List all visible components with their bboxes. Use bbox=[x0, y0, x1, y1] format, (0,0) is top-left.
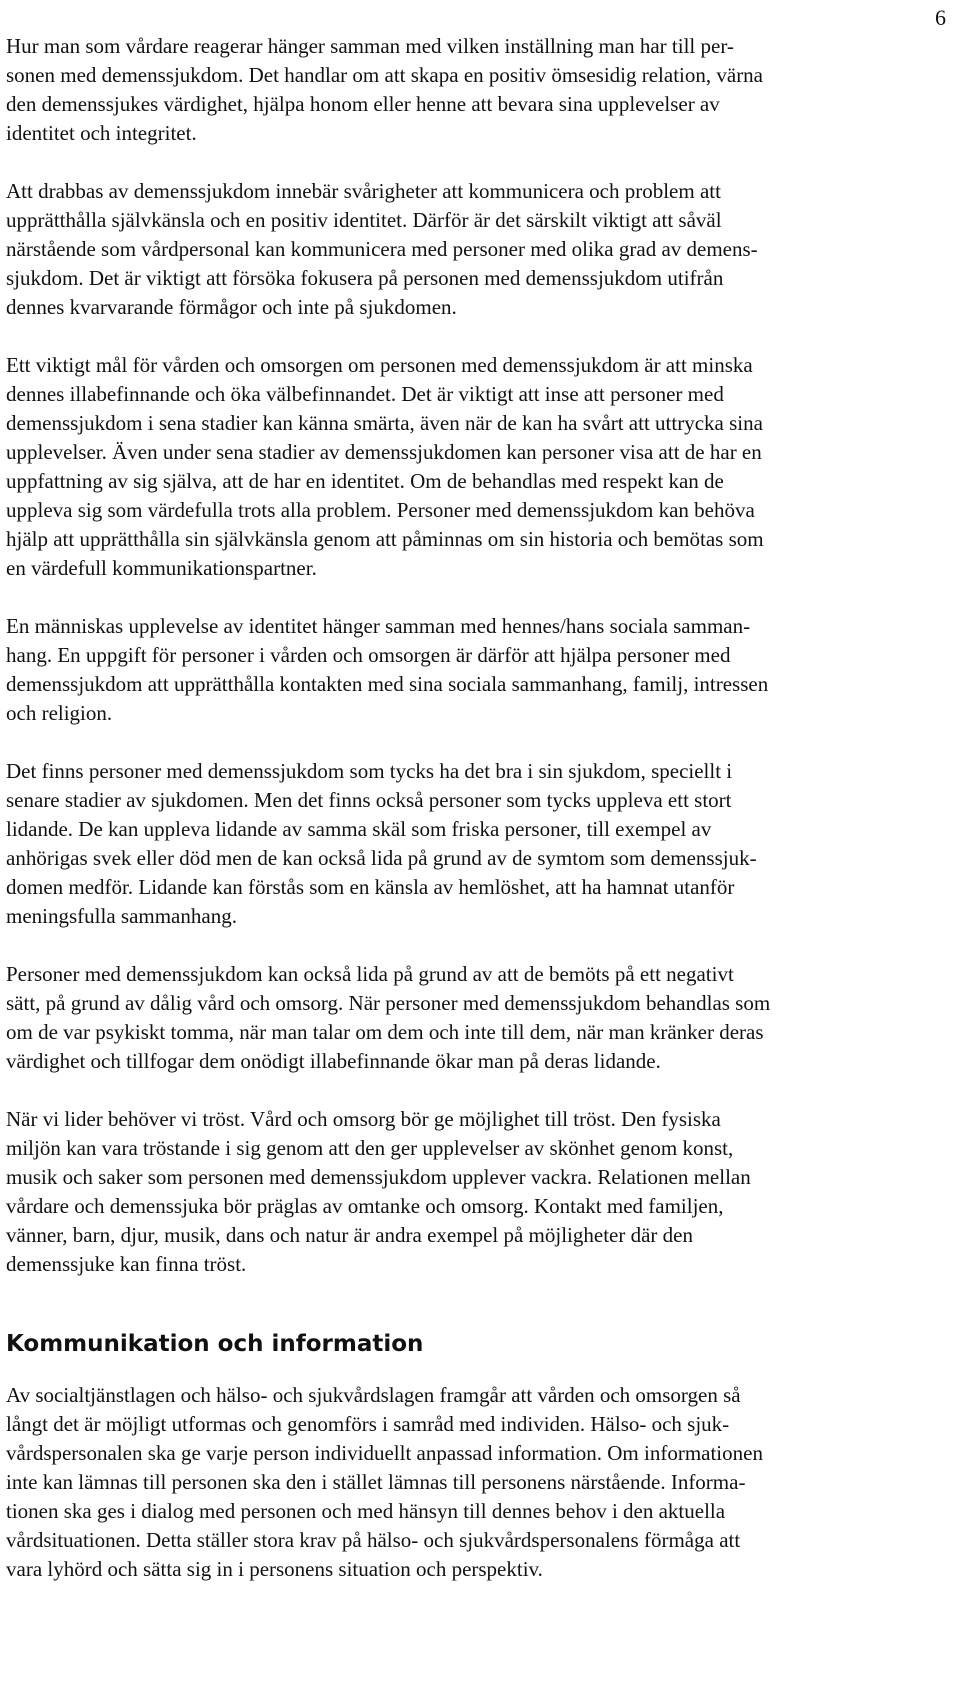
section-paragraph bbox=[6, 1381, 942, 1584]
text-line: närstående som vårdpersonal kan kommunicera med personer med olika grad av demens- bbox=[6, 237, 758, 261]
text-line: Det finns personer med demenssjukdom som tycks ha det bra i sin sjukdom, speciellt i bbox=[6, 759, 733, 783]
text-line: uppleva sig som värdefulla trots alla problem. Personer med demenssjukdom kan behöva bbox=[6, 498, 755, 522]
text-line: meningsfulla sammanhang. bbox=[6, 904, 237, 928]
text-line: upplevelser. Även under sena stadier av demenssjukdomen kan personer visa att de har en bbox=[6, 440, 762, 464]
text-line: demenssjukdom i sena stadier kan känna smärta, även när de kan ha svårt att uttrycka sina bbox=[6, 411, 763, 435]
text-line: den demenssjukes värdighet, hjälpa honom eller henne att bevara sina upplevelser av bbox=[6, 92, 720, 116]
text-line: vänner, barn, djur, musik, dans och natur är andra exempel på möjligheter där den bbox=[6, 1223, 693, 1247]
text-line: miljön kan vara tröstande i sig genom att den ger upplevelser av skönhet genom konst, bbox=[6, 1136, 734, 1160]
paragraph-4 bbox=[6, 612, 942, 728]
paragraph-7 bbox=[6, 1105, 942, 1279]
text-line: vårdare och demenssjuka bör präglas av omtanke och omsorg. Kontakt med familjen, bbox=[6, 1194, 724, 1218]
text-line: och religion. bbox=[6, 701, 113, 725]
text-line: Personer med demenssjukdom kan också lida på grund av att de bemöts på ett negativt bbox=[6, 962, 734, 986]
text-line: långt det är möjligt utformas och genomförs i samråd med individen. Hälso- och sjuk- bbox=[6, 1412, 730, 1436]
text-line: dennes kvarvarande förmågor och inte på sjukdomen. bbox=[6, 295, 457, 319]
text-line: identitet och integritet. bbox=[6, 121, 197, 145]
text-line: En människas upplevelse av identitet hänger samman med hennes/hans sociala samman- bbox=[6, 614, 751, 638]
text-line: dennes illabefinnande och öka välbefinnandet. Det är viktigt att inse att personer med bbox=[6, 382, 724, 406]
text-line: vara lyhörd och sätta sig in i personens situation och perspektiv. bbox=[6, 1557, 543, 1581]
text-line: musik och saker som personen med demenssjukdom upplever vackra. Relationen mellan bbox=[6, 1165, 751, 1189]
text-line: Hur man som vårdare reagerar hänger samman med vilken inställning man har till per- bbox=[6, 34, 734, 58]
text-line: tionen ska ges i dialog med personen och med hänsyn till dennes behov i den aktuella bbox=[6, 1499, 726, 1523]
text-line: Av socialtjänstlagen och hälso- och sjukvårdslagen framgår att vården och omsorgen så bbox=[6, 1383, 741, 1407]
text-line: upprätthålla självkänsla och en positiv identitet. Därför är det särskilt viktigt att såväl bbox=[6, 208, 722, 232]
text-line: Att drabbas av demenssjukdom innebär svårigheter att kommunicera och problem att bbox=[6, 179, 721, 203]
paragraph-2 bbox=[6, 177, 942, 322]
paragraph-3 bbox=[6, 351, 942, 583]
text-line: hang. En uppgift för personer i vården och omsorgen är därför att hjälpa personer med bbox=[6, 643, 731, 667]
text-line: om de var psykiskt tomma, när man talar om dem och inte till dem, när man kränker deras bbox=[6, 1020, 764, 1044]
page-number: 6 bbox=[935, 5, 946, 30]
text-line: anhörigas svek eller död men de kan också lida på grund av de symtom som demenssjuk- bbox=[6, 846, 757, 870]
text-line: uppfattning av sig själva, att de har en identitet. Om de behandlas med respekt kan de bbox=[6, 469, 724, 493]
text-line: demenssjuke kan finna tröst. bbox=[6, 1252, 247, 1276]
text-line: värdighet och tillfogar dem onödigt illabefinnande ökar man på deras lidande. bbox=[6, 1049, 661, 1073]
text-line: hjälp att upprätthålla sin självkänsla genom att påminnas om sin historia och bemötas som bbox=[6, 527, 764, 551]
text-line: sjukdom. Det är viktigt att försöka fokusera på personen med demenssjukdom utifrån bbox=[6, 266, 724, 290]
text-line: senare stadier av sjukdomen. Men det finns också personer som tycks uppleva ett stort bbox=[6, 788, 732, 812]
paragraph-5 bbox=[6, 757, 942, 931]
text-line: demenssjukdom att upprätthålla kontakten med sina sociala sammanhang, familj, intressen bbox=[6, 672, 769, 696]
text-line: sätt, på grund av dålig vård och omsorg. När personer med demenssjukdom behandlas som bbox=[6, 991, 771, 1015]
section-heading: Kommunikation och information bbox=[6, 1331, 424, 1357]
text-line: sonen med demenssjukdom. Det handlar om att skapa en positiv ömsesidig relation, värna bbox=[6, 63, 764, 87]
text-line: inte kan lämnas till personen ska den i stället lämnas till personens närstående. Informa- bbox=[6, 1470, 746, 1494]
text-line: domen medför. Lidande kan förstås som en känsla av hemlöshet, att ha hamnat utanför bbox=[6, 875, 735, 899]
text-line: vårdsituationen. Detta ställer stora krav på hälso- och sjukvårdspersonalens förmåga att bbox=[6, 1528, 741, 1552]
document-body bbox=[6, 32, 942, 1584]
text-line: Ett viktigt mål för vården och omsorgen om personen med demenssjukdom är att minska bbox=[6, 353, 753, 377]
text-line: en värdefull kommunikationspartner. bbox=[6, 556, 317, 580]
paragraph-1 bbox=[6, 32, 942, 148]
text-line: vårdspersonalen ska ge varje person individuellt anpassad information. Om informationen bbox=[6, 1441, 763, 1465]
paragraph-6 bbox=[6, 960, 942, 1076]
text-line: lidande. De kan uppleva lidande av samma skäl som friska personer, till exempel av bbox=[6, 817, 712, 841]
text-line: När vi lider behöver vi tröst. Vård och omsorg bör ge möjlighet till tröst. Den fysiska bbox=[6, 1107, 721, 1131]
